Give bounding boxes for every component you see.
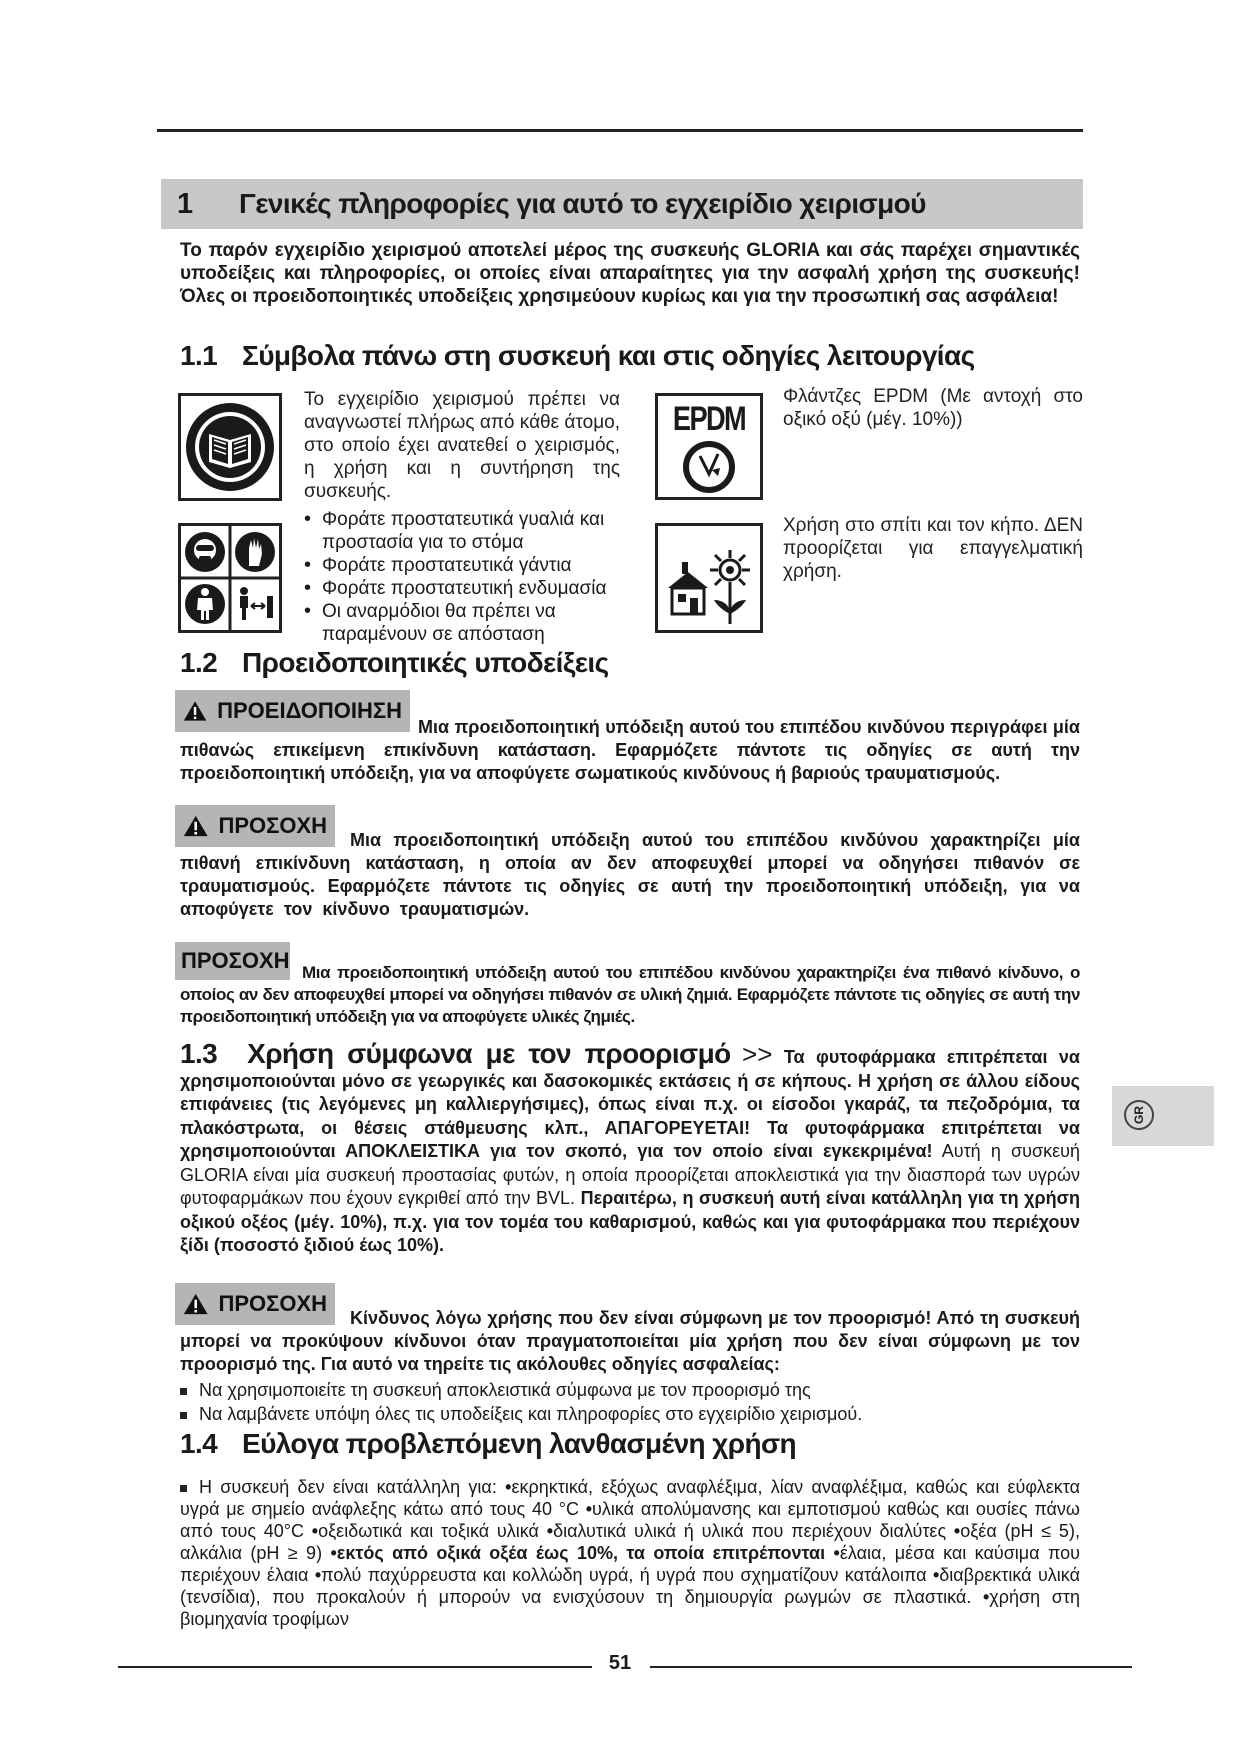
home-garden-text: Χρήση στο σπίτι και τον κήπο. ΔΕΝ προορίζεται για επαγγελματική χρήση. bbox=[783, 515, 1083, 582]
intro-paragraph: Το παρόν εγχειρίδιο χειρισμού αποτελεί μέρος της συσκευής GLORIA και σάς παρέχει σημαντικές υποδείξεις και πληροφορίες, οι οποίες είναι απαραίτητες για την ασφαλή χρήση της συσκευής! Όλες οι προειδοποιητικές υποδείξεις χρησιμεύουν κυρίως και για την προσωπική σας ασφάλεια! bbox=[180, 240, 1080, 307]
keep-distance-icon bbox=[240, 587, 273, 620]
misuse-caution-text: Κίνδυνος λόγω χρήσης που δεν είναι σύμφωνη με τον προορισμό! Από τη συσκευή μπορεί να προκύψουν κίνδυνοι όταν πραγματοποιείται μία χρήση που δεν είναι σύμφωνη με τον προορισμό της. Για αυτό να τηρείτε τις ακόλουθες οδηγίες ασφαλείας: bbox=[180, 1308, 1080, 1374]
misuse-item: πολύ παχύρρευστα και κολλώδη υγρά, ή υγρά που σχηματίζουν κατάλοιπα bbox=[321, 1565, 927, 1585]
caution-label: ΠΡΟΣΟΧΗ bbox=[218, 813, 327, 838]
gloves-icon bbox=[235, 532, 275, 572]
misuse-item-allowed: εκτός από οξικά οξέα έως 10%, τα οποία επιτρέπονται bbox=[336, 1543, 826, 1563]
warning-label: ΠΡΟΕΙΔΟΠΟΙΗΣΗ bbox=[217, 698, 402, 723]
misuse-lead: Η συσκευή δεν είναι κατάλληλη για: bbox=[199, 1477, 497, 1497]
section-1-1-heading bbox=[180, 340, 975, 372]
list-item: Να λαμβάνετε υπόψη όλες τις υποδείξεις και πληροφορίες στο εγχειρίδιο χειρισμού. bbox=[180, 1402, 1080, 1426]
misuse-item: εκρηκτικά, εξόχως αναφλέξιμα, λίαν αναφλέξιμα, καθώς και εύφλεκτα υγρά με σημείο ανάφλεξης κάτω από τους 40 °C bbox=[180, 1477, 1080, 1519]
misuse-item: υλικά απολύμανσης και εμποτισμού καθώς και ουσίες πάνω από τους 40°C bbox=[180, 1499, 1080, 1541]
page-number: 51 bbox=[608, 1652, 632, 1674]
section-title: Γενικές πληροφορίες για αυτό το εγχειρίδιο χειρισμού bbox=[239, 188, 926, 219]
list-item: • Φοράτε προστατευτικά γυαλιά και προστασία για το στόμα bbox=[304, 508, 620, 554]
misuse-item: οξέα (pH ≤ 5), αλκάλια (pH ≥ 9) bbox=[180, 1521, 1080, 1563]
list-item: Να χρησιμοποιείτε τη συσκευή αποκλειστικά σύμφωνα με τον προορισμό της bbox=[180, 1378, 1080, 1402]
section-1-heading bbox=[161, 179, 1083, 229]
epdm-icon bbox=[655, 393, 763, 500]
section-number: 1.3 bbox=[180, 1038, 218, 1069]
safety-rules-list bbox=[180, 1378, 1080, 1426]
footer-rule-left bbox=[118, 1666, 592, 1668]
notice-text: Μια προειδοποιητική υπόδειξη αυτού του επιπέδου κινδύνου χαρακτηρίζει ένα πιθανό κίνδυνο, ο οποίος αν δεν αποφευχθεί μπορεί να οδηγήσει πιθανόν σε υλική ζημιά. Εφαρμόζετε πάντοτε τις οδηγίες σε αυτή την προειδοποιητική υπόδειξη για να αποφύγετε υλικές ζημιές. bbox=[180, 963, 1080, 1026]
list-item: • Οι αναρμόδιοι θα πρέπει να παραμένουν σε απόσταση bbox=[304, 600, 620, 646]
top-rule bbox=[157, 129, 1083, 132]
section-1-4-heading bbox=[180, 1428, 796, 1460]
home-garden-icon bbox=[655, 523, 763, 633]
section-title: Σύμβολα πάνω στη συσκευή και στις οδηγίες λειτουργίας bbox=[242, 340, 975, 371]
misuse-list: Η συσκευή δεν είναι κατάλληλη για: •εκρηκτικά, εξόχως αναφλέξιμα, λίαν αναφλέξιμα, καθώς και εύφλεκτα υγρά με σημείο ανάφλεξης κάτω από τους 40 °C •υλικά απολύμανσης και εμποτισμού καθώς και ουσίες πάνω από τους 40°C •οξειδωτικά και τοξικά υλικά •διαλυτικά υλικά ή υλικά που περιέχουν διαλύτες •οξέα (pH ≤ 5), αλκάλια (pH ≥ 9) •εκτός από οξικά οξέα έως 10%, τα οποία επιτρέπονται •έλαια, μέσα και καύσιμα που περιέχουν έλαια •πολύ παχύρρευστα και κολλώδη υγρά, ή υγρά που σχηματίζουν κατάλοιπα •διαβρεκτικά υλικά (τενσίδια), που προκαλούν ή μπορούν να ενισχύσουν τη δημιουργία ρωγμών σε πλαστικά. •χρήση στη βιομηχανία τροφίμων bbox=[180, 1477, 1080, 1629]
section-number: 1 bbox=[177, 187, 194, 220]
section-number: 1.2 bbox=[180, 647, 218, 678]
language-code: GR bbox=[1124, 1100, 1154, 1130]
misuse-item: διαλυτικά υλικά ή υλικά που περιέχουν διαλύτες bbox=[553, 1521, 947, 1541]
usage-text: Αυτή η συσκευή GLORIA είναι μία συσκευή προστασίας φυτών, η οποία προορίζεται αποκλειστικά για την διασπορά των υγρών φυτοφαρμάκων που έχουν εγκριθεί από την BVL. bbox=[180, 1141, 1080, 1208]
misuse-item: διαβρεκτικά υλικά (τενσίδια), που προκαλούν ή μπορούν να ενισχύσουν τη δημιουργία ρωγμών σε πλαστικά. bbox=[180, 1565, 1080, 1607]
section-title: Εύλογα προβλεπόμενη λανθασμένη χρήση bbox=[242, 1428, 797, 1459]
epdm-text: Φλάντζες EPDM (Με αντοχή στο οξικό οξύ (μέγ. 10%)) bbox=[783, 386, 1083, 430]
caution-label: ΠΡΟΣΟΧΗ bbox=[218, 1291, 327, 1316]
section-number: 1.1 bbox=[180, 340, 218, 371]
language-tab bbox=[1112, 1086, 1214, 1146]
section-1-3-block bbox=[180, 1038, 1080, 1258]
section-number: 1.4 bbox=[180, 1428, 218, 1459]
misuse-item: έλαια, μέσα και καύσιμα που περιέχουν έλαια bbox=[180, 1543, 1080, 1585]
misuse-item: οξειδωτικά και τοξικά υλικά bbox=[318, 1521, 539, 1541]
misuse-item: χρήση στη βιομηχανία τροφίμων bbox=[180, 1587, 1080, 1629]
arrow-marker: >> bbox=[742, 1039, 773, 1069]
manual-instruction-text: Το εγχειρίδιο χειρισμού πρέπει να αναγνωστεί πλήρως από κάθε άτομο, στο οποίο έχει ανατεθεί ο χειρισμός, η χρήση και η συντήρηση της συσκευής. bbox=[304, 389, 620, 502]
ppe-list bbox=[304, 508, 620, 646]
section-title: Προειδοποιητικές υποδείξεις bbox=[242, 647, 609, 678]
footer-rule-right bbox=[650, 1666, 1132, 1668]
usage-text-bold: Τα φυτοφάρμακα επιτρέπεται να χρησιμοποιούνται μόνο σε γεωργικές και δασοκομικές εκτάσεις ή σε κήπους. Η χρήση σε άλλου είδους επιφάνειες (τις λεγόμενες μη καλλιεργήσιμες), όπως είναι π.χ. οι είσοδοι γκαράζ, τα πεζοδρόμια, τα πλακόστρωτα, οι θέσεις στάθμευσης κλπ., ΑΠΑΓΟΡΕΥΕΤΑΙ! Τα φυτοφάρμακα επιτρέπεται να χρησιμοποιούνται ΑΠΟΚΛΕΙΣΤΙΚΑ για τον σκοπό, για τον οποίο είναι εγκεκριμένα! bbox=[180, 1047, 1080, 1161]
goggles-mask-icon bbox=[185, 532, 225, 572]
warning-text: Μια προειδοποιητική υπόδειξη αυτού του επιπέδου κινδύνου περιγράφει μία πιθανώς επικείμενη επικίνδυνη κατάσταση. Εφαρμόζετε πάντοτε τις οδηγίες σε αυτή την προειδοποιητική υπόδειξη, για να αποφύγετε σωματικούς κινδύνους ή βαριούς τραυματισμούς. bbox=[180, 717, 1080, 783]
protective-suit-icon bbox=[185, 584, 225, 624]
usage-text-bold-2: Περαιτέρω, η συσκευή αυτή είναι κατάλληλη για τη χρήση οξικού οξέος (μέγ. 10%), π.χ. για τον τομέα του καθαρισμού, καθώς και για φυτοφάρμακα που περιέχουν ξίδι (ποσοστό ξιδιού έως 10%). bbox=[180, 1188, 1080, 1255]
notice-label: ΠΡΟΣΟΧΗ bbox=[181, 948, 290, 973]
list-item: • Φοράτε προστατευτική ενδυμασία bbox=[304, 577, 620, 600]
epdm-label: EPDM bbox=[672, 400, 746, 438]
ppe-icon-group bbox=[178, 523, 282, 633]
list-item: • Φοράτε προστατευτικά γάντια bbox=[304, 554, 620, 577]
section-title: Χρήση σύμφωνα με τον προορισμό bbox=[247, 1038, 731, 1069]
read-manual-icon bbox=[178, 393, 282, 501]
caution-text: Μια προειδοποιητική υπόδειξη αυτού του επιπέδου κινδύνου χαρακτηρίζει μία πιθανή επικίνδυνη κατάσταση, η οποία αν δεν αποφευχθεί μπορεί να οδηγήσει πιθανόν σε τραυματισμούς. Εφαρμόζετε πάντοτε τις οδηγίες σε αυτή την προειδοποιητική υπόδειξη, για να αποφύγετε τον κίνδυνο τραυματισμών. bbox=[180, 830, 1080, 919]
section-1-2-heading bbox=[180, 647, 609, 679]
